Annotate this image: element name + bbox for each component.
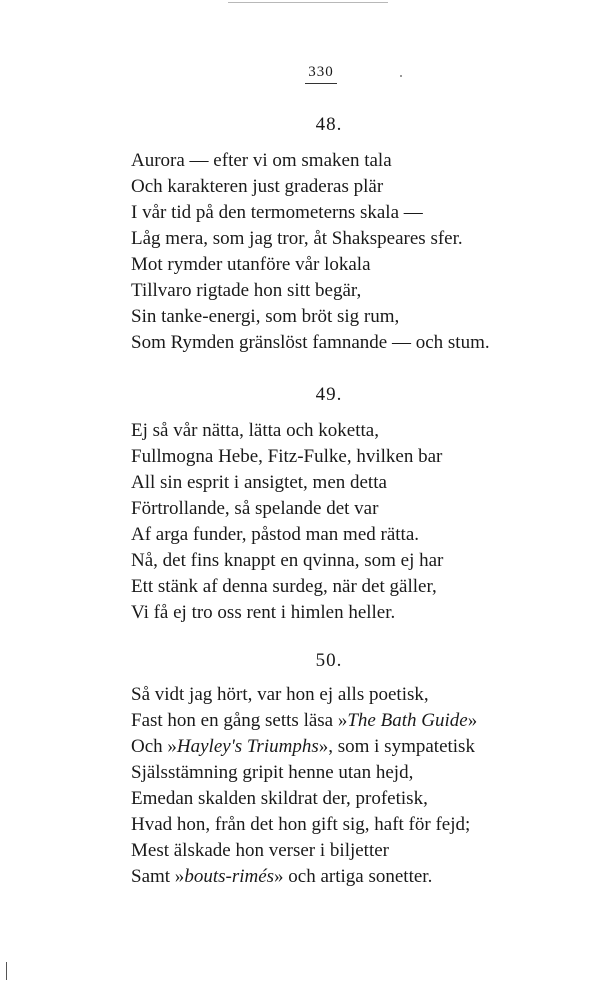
verse-line: Af arga funder, påstod man med rätta. [131,524,420,545]
verse-line: I vår tid på den termometerns skala — [131,202,423,223]
foreign-term: bouts-rimés [184,866,275,887]
verse-line: Tillvaro rigtade hon sitt begär, [131,280,362,301]
verse-line: Hvad hon, från det hon gift sig, haft för fejd; [131,814,471,835]
page-number [0,64,608,84]
verse-line: Själsstämning gripit henne utan hejd, [131,762,414,783]
verse-line: Och karakteren just graderas plär [131,176,384,197]
verse-line: Mot rymder utanföre vår lokala [131,254,371,275]
verse-line: Så vidt jag hört, var hon ej alls poetisk, [131,684,429,705]
verse-line: Sin tanke-energi, som bröt sig rum, [131,306,400,327]
verse-line: Förtrollande, så spelande det var [131,498,379,519]
page-number-text: 330 [305,64,337,84]
verse-line: Mest älskade hon verser i biljetter [131,840,390,861]
book-title: The Bath Guide [347,710,468,731]
book-title: Hayley's Triumphs [176,736,319,757]
verse-line: Emedan skalden skildrat der, profetisk, [131,788,428,809]
stanza-49 [131,418,443,626]
stanza-number-49: 49. [315,384,343,405]
stanza-number-50: 50. [315,650,343,671]
stanza-48 [131,148,490,356]
verse-line: Nå, det fins knappt en qvinna, som ej har [131,550,444,571]
top-rule [228,2,388,3]
verse-line: Aurora — efter vi om smaken tala [131,150,392,171]
verse-line: Vi få ej tro oss rent i himlen heller. [131,602,396,623]
stanza-50 [131,682,477,890]
verse-line: Samt »bouts-rimés» och artiga sonetter. [131,866,433,887]
stray-mark [400,75,402,77]
verse-line: Fast hon en gång setts läsa »The Bath Guide» [131,710,478,731]
verse-line: Ett stänk af denna surdeg, när det gäller, [131,576,437,597]
verse-line: Ej så vår nätta, lätta och koketta, [131,420,379,441]
verse-line: Fullmogna Hebe, Fitz-Fulke, hvilken bar [131,446,443,467]
verse-line: Som Rymden gränslöst famnande — och stum. [131,332,490,353]
margin-mark [6,962,7,980]
verse-line: Låg mera, som jag tror, åt Shakspeares sfer. [131,228,463,249]
verse-line: Och »Hayley's Triumphs», som i sympatetisk [131,736,475,757]
stanza-number-48: 48. [315,114,343,135]
verse-line: All sin esprit i ansigtet, men detta [131,472,387,493]
